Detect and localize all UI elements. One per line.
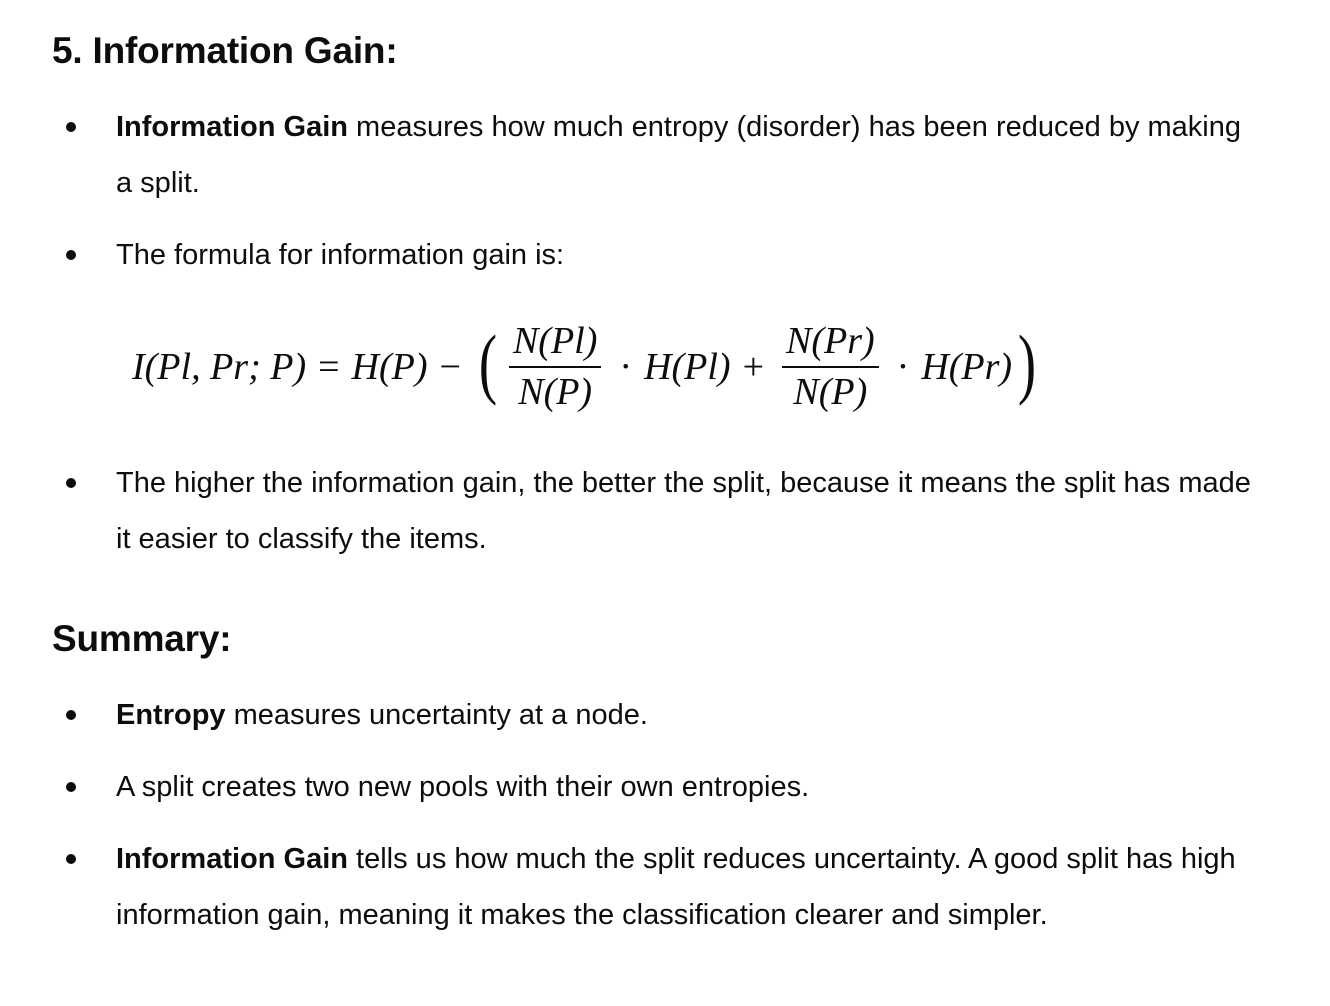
- fraction-denominator: N(P): [518, 370, 593, 413]
- list-item: [116, 759, 1256, 815]
- formula-cdot: ·: [896, 346, 910, 388]
- bullet-icon: [66, 250, 76, 260]
- list-item: [116, 99, 1256, 211]
- section-heading-summary: Summary:: [52, 618, 232, 659]
- formula-left-entropy: H(Pl): [644, 346, 731, 388]
- bold-term: Entropy: [116, 699, 226, 731]
- formula-parent-entropy: H(P): [351, 346, 428, 388]
- bullet-icon: [66, 782, 76, 792]
- formula-minus: −: [439, 346, 461, 388]
- fraction-numerator: N(Pr): [786, 319, 875, 362]
- list-item: [116, 687, 1256, 743]
- formula-lhs: I(Pl, Pr; P): [132, 346, 307, 388]
- formula-plus: +: [742, 346, 764, 388]
- formula-equals: =: [318, 346, 340, 388]
- bullet-icon: [66, 478, 76, 488]
- information-gain-formula: [132, 312, 1042, 422]
- list-item-text: measures how much entropy (disorder) has been reduced by making a split.: [116, 111, 1242, 199]
- list-item-text: A split creates two new pools with their own entropies.: [116, 771, 810, 803]
- bullet-icon: [66, 122, 76, 132]
- formula-fraction-left: [509, 320, 601, 415]
- bullet-icon: [66, 710, 76, 720]
- bold-term: Information Gain: [116, 111, 348, 143]
- formula-cdot: ·: [619, 346, 633, 388]
- bold-term: Information Gain: [116, 843, 348, 875]
- list-item-text: tells us how much the split reduces uncertainty. A good split has high information gain, meaning it makes the classification clearer and simpler.: [116, 843, 1236, 931]
- fraction-denominator: N(P): [793, 370, 868, 413]
- list-item-text: The formula for information gain is:: [116, 239, 565, 271]
- formula-left-paren: (: [478, 319, 498, 406]
- list-item: [116, 831, 1256, 943]
- list-item: [116, 227, 1256, 283]
- formula-fraction-right: [782, 320, 879, 415]
- list-item-text: The higher the information gain, the better the split, because it means the split has made it easier to classify the items.: [116, 467, 1251, 555]
- list-item: [116, 455, 1256, 567]
- list-item-text: measures uncertainty at a node.: [225, 699, 648, 731]
- fraction-bar: [782, 366, 879, 368]
- bullet-icon: [66, 854, 76, 864]
- formula-right-entropy: H(Pr): [921, 346, 1013, 388]
- fraction-numerator: N(Pl): [512, 319, 598, 362]
- fraction-bar: [509, 366, 601, 368]
- section-heading-information-gain: 5. Information Gain:: [52, 30, 398, 71]
- formula-right-paren: ): [1017, 319, 1037, 406]
